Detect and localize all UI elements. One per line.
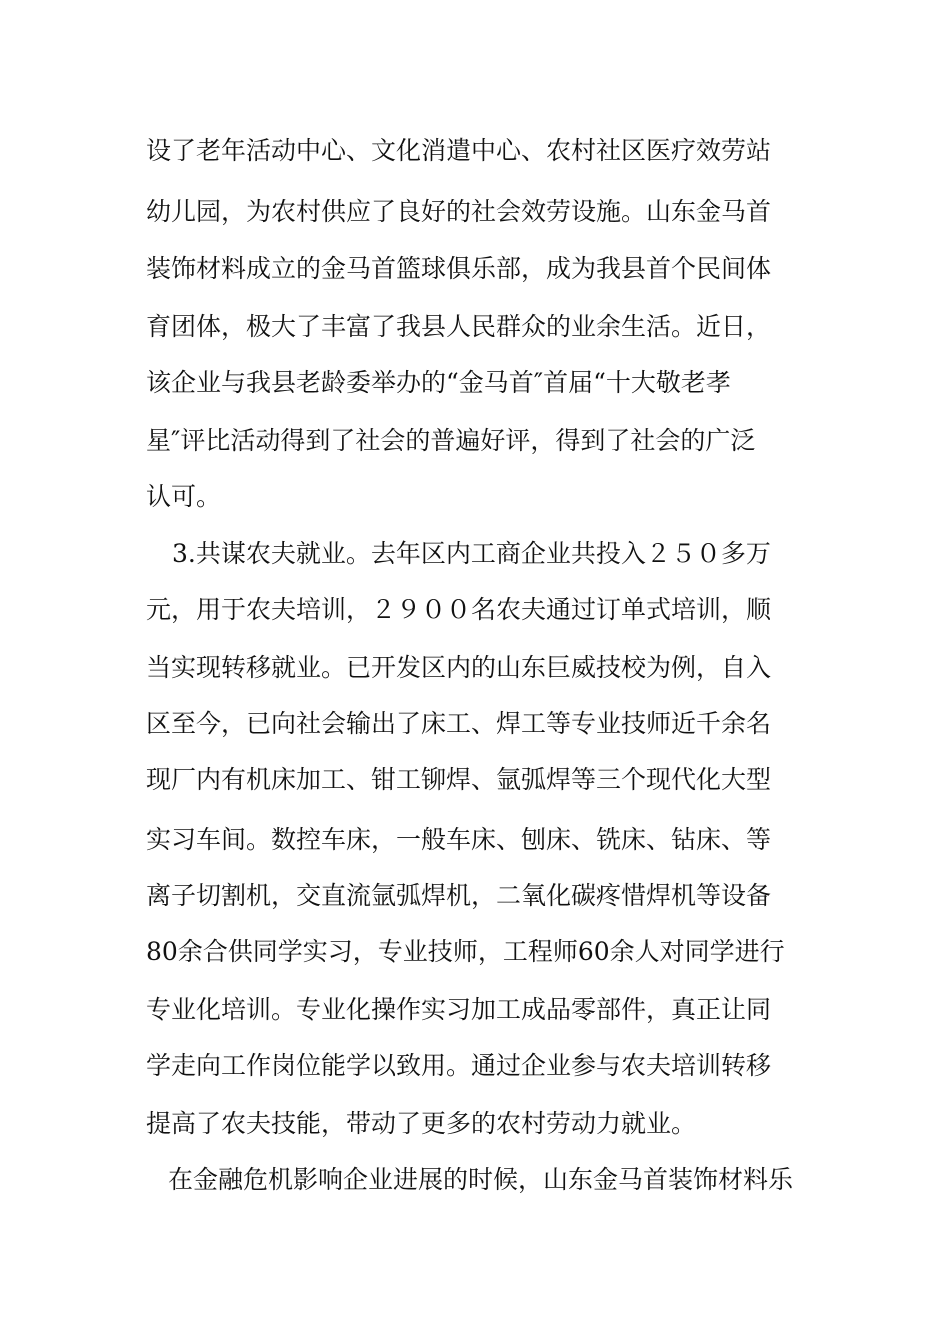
text-line: 提高了农夫技能，带动了更多的农村劳动力就业。	[146, 1109, 697, 1138]
text-line: 装饰材料成立的金马首篮球俱乐部，成为我县首个民间体	[146, 254, 772, 283]
text-line: 设了老年活动中心、文化消遣中心、农村社区医疗效劳站	[146, 136, 772, 165]
text-line: 该企业与我县老龄委举办的“金马首″首届“十大敬老孝	[146, 368, 731, 397]
text-line: 区至今，已向社会输出了床工、焊工等专业技师近千余名	[146, 709, 772, 738]
text-line: 在金融危机影响企业进展的时候，山东金马首装饰材料乐	[168, 1165, 794, 1194]
text-line: 元，用于农夫培训，２９００名农夫通过订单式培训，顺	[146, 595, 772, 624]
text-line: 幼儿园，为农村供应了良好的社会效劳设施。山东金马首	[146, 197, 772, 226]
text-line: 实习车间。数控车床，一般车床、刨床、铣床、钻床、等	[146, 825, 772, 854]
text-line: 当实现转移就业。已开发区内的山东巨威技校为例，自入	[146, 653, 772, 682]
text-line: 现厂内有机床加工、钳工铆焊、氩弧焊等三个现代化大型	[146, 765, 772, 794]
text-line: 星″评比活动得到了社会的普遍好评，得到了社会的广泛	[146, 426, 756, 455]
text-line: 3.共谋农夫就业。去年区内工商企业共投入２５０多万	[172, 539, 771, 568]
text-line: 认可。	[146, 482, 222, 511]
text-line: 专业化培训。专业化操作实习加工成品零部件，真正让同	[146, 995, 772, 1024]
text-line: 80余合供同学实习，专业技师，工程师60余人对同学进行	[146, 937, 785, 966]
text-line: 离子切割机，交直流氩弧焊机，二氧化碳疼惜焊机等设备	[146, 881, 772, 910]
text-line: 学走向工作岗位能学以致用。通过企业参与农夫培训转移	[146, 1051, 772, 1080]
text-line: 育团体，极大了丰富了我县人民群众的业余生活。近日，	[146, 312, 772, 341]
